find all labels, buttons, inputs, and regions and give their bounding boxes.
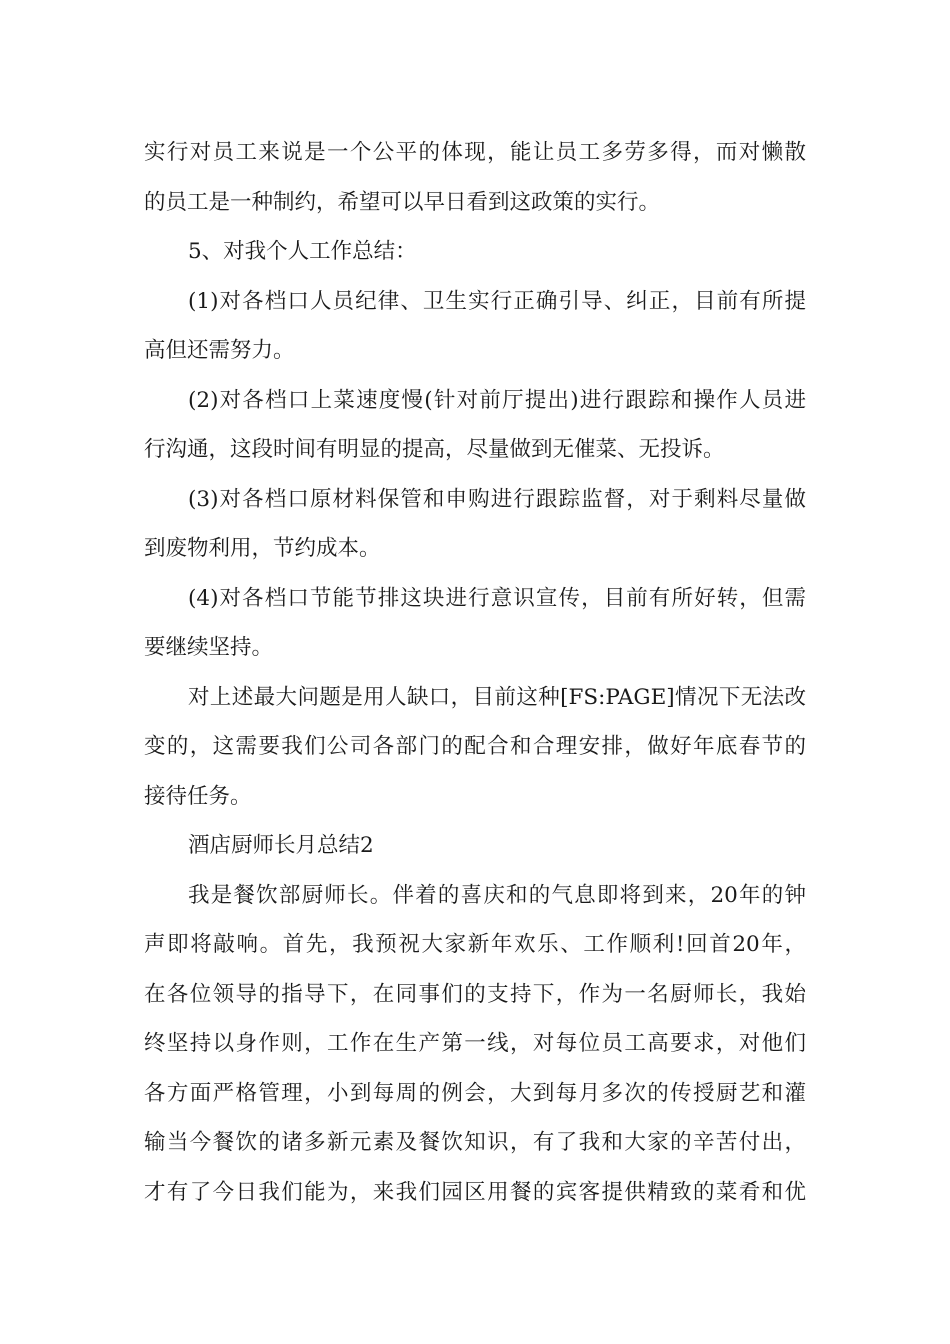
text-line: 声即将敲响。首先，我预祝大家新年欢乐、工作顺利!回首20年， [144, 932, 806, 957]
text-line: 对上述最大问题是用人缺口，目前这种[FS:PAGE]情况下无法改 [188, 684, 806, 710]
text-line: 变的，这需要我们公司各部门的配合和合理安排，做好年底春节的 [144, 734, 806, 759]
text-line: 的员工是一种制约，希望可以早日看到这政策的实行。 [144, 189, 661, 215]
text-line: 酒店厨师长月总结2 [188, 833, 374, 858]
text-line: 终坚持以身作则，工作在生产第一线，对每位员工高要求，对他们 [144, 1031, 806, 1056]
text-line: (3)对各档口原材料保管和申购进行跟踪监督，对于剩料尽量做 [188, 486, 806, 512]
text-line: 行沟通，这段时间有明显的提高，尽量做到无催菜、无投诉。 [144, 437, 725, 462]
text-line: (2)对各档口上菜速度慢(针对前厅提出)进行跟踪和操作人员进 [188, 387, 806, 413]
document-body [144, 128, 806, 1217]
text-line: 我是餐饮部厨师长。伴着的喜庆和的气息即将到来，20年的钟 [188, 882, 806, 908]
text-line: 在各位领导的指导下，在同事们的支持下，作为一名厨师长，我始 [144, 981, 806, 1007]
text-line: 5、对我个人工作总结： [188, 239, 417, 264]
text-line: 才有了今日我们能为，来我们园区用餐的宾客提供精致的菜肴和优 [144, 1179, 806, 1205]
text-line: (1)对各档口人员纪律、卫生实行正确引导、纠正，目前有所提 [188, 288, 806, 314]
text-line: 输当今餐饮的诸多新元素及餐饮知识，有了我和大家的辛苦付出， [144, 1130, 806, 1155]
text-line: 各方面严格管理，小到每周的例会，大到每月多次的传授厨艺和灌 [144, 1080, 806, 1106]
text-line: 要继续坚持。 [144, 635, 274, 660]
text-line: 实行对员工来说是一个公平的体现，能让员工多劳多得，而对懒散 [144, 140, 806, 165]
text-line: 接待任务。 [144, 783, 252, 809]
text-line: (4)对各档口节能节排这块进行意识宣传，目前有所好转，但需 [188, 585, 806, 611]
text-line: 高但还需努力。 [144, 338, 295, 363]
text-line: 到废物利用，节约成本。 [144, 536, 381, 561]
